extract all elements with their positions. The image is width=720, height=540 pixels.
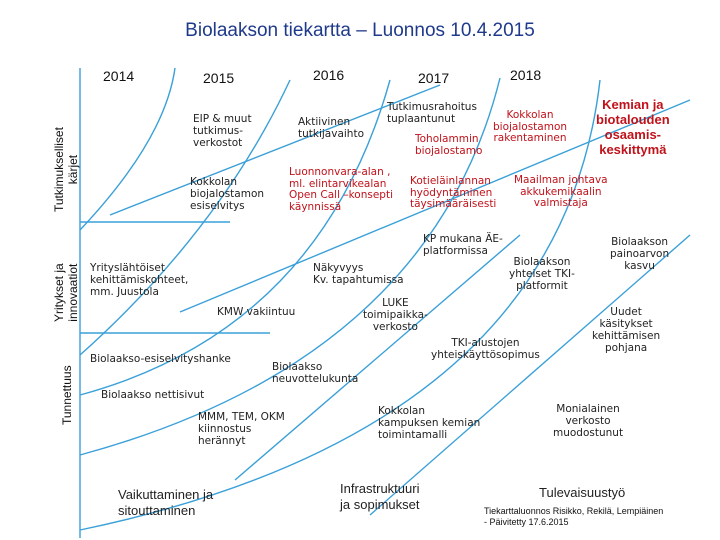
item-toholammi: Toholammin biojalostamo — [415, 133, 483, 157]
page-title: Biolaakson tiekartta – Luonnos 10.4.2015 — [185, 20, 535, 41]
item-painoarvon: Biolaakson painoarvon kasvu — [610, 236, 670, 272]
category-tulevaisuustyo: Tulevaisuustyö — [539, 485, 626, 500]
year-label-2016: 2016 — [313, 67, 345, 83]
year-label-2015: 2015 — [203, 70, 235, 86]
item-neuvottelukunta: Biolaakso neuvottelukunta — [272, 361, 359, 385]
item-esiselvityshanke: Biolaakso-esiselvityshanke — [90, 353, 231, 365]
item-nakyvyys: Näkyvyys Kv. tapahtumissa — [313, 262, 404, 286]
item-yhteiset: Biolaakson yhteiset TKI- platformit — [509, 256, 575, 292]
item-kokkola-rakentaminen: Kokkolan biojalostamon rakentaminen — [493, 109, 568, 144]
side-label-research: Tutkimukselliset kärjet — [52, 127, 80, 212]
item-kokkolan-esiselvitys: Kokkolan biojalostamon esiselvitys — [190, 176, 265, 212]
year-label-2014: 2014 — [103, 68, 135, 84]
item-kp-mukana: KP mukana ÄE- platformissa — [423, 233, 503, 257]
item-uudet: Uudet käsitykset kehittämisen pohjana — [592, 306, 661, 354]
item-eip: EIP & muut tutkimus- verkostot — [193, 113, 252, 149]
item-luonnonvara: Luonnonvara-alan , ml. elintarvikealan Open Call –konsepti käynnissä — [289, 166, 393, 213]
item-monialainen: Monialainen verkosto muodostunut — [553, 403, 624, 439]
item-kampuksen: Kokkolan kampuksen kemian toimintamalli — [378, 405, 481, 441]
arc-2014 — [80, 68, 175, 230]
year-label-2018: 2018 — [510, 67, 542, 83]
item-kmw: KMW vakiintuu — [217, 306, 296, 318]
item-tki-alustojen: TKI-alustojen yhteiskäyttösopimus — [431, 337, 540, 361]
item-kotielain: Kotieläinlannan hyödyntäminen täysimääräisesti — [410, 175, 497, 210]
item-tutkimusrahoitus: Tutkimusrahoitus tuplaantunut — [387, 101, 477, 125]
item-kemian: Kemian ja biotalouden osaamis- keskittymä — [596, 97, 670, 157]
side-label-recognition: Tunnettuus — [60, 365, 74, 425]
item-yrityslahtoiset: Yrityslähtöiset kehittämiskohteet, mm. Juustola — [90, 262, 189, 298]
side-label-companies: Yritykset ja innovaatiot — [52, 263, 80, 322]
item-nettisivut: Biolaakso nettisivut — [101, 389, 205, 401]
item-maailman: Maailman johtava akkukemikaalin valmistaja — [514, 174, 608, 209]
arc-2018 — [80, 80, 600, 530]
item-mmm: MMM, TEM, OKM kiinnostus herännyt — [198, 411, 285, 447]
year-label-2017: 2017 — [418, 70, 450, 86]
footer-credits: Tiekarttaluonnos Risikko, Rekilä, Lempiäinen - Päivitetty 17.6.2015 — [484, 506, 664, 527]
item-luke: LUKE toimipaikka- verkosto — [363, 297, 428, 333]
item-aktiivinen: Aktiivinen tutkijavaihto — [298, 116, 364, 140]
category-infrastruktuuri: Infrastruktuuri ja sopimukset — [340, 481, 420, 512]
category-vaikuttaminen: Vaikuttaminen ja sitouttaminen — [118, 487, 214, 518]
